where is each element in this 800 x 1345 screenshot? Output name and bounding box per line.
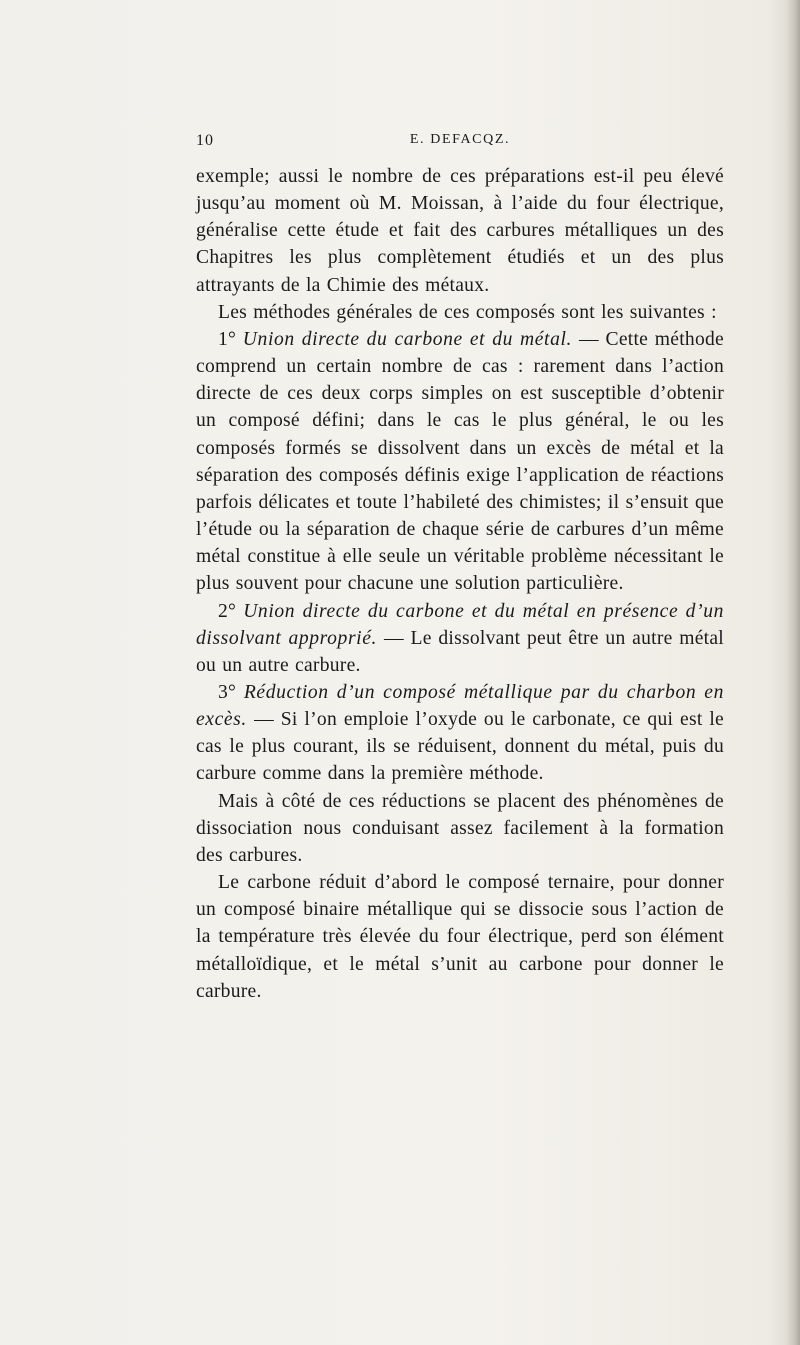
paragraph-6 [196,788,724,869]
method-heading: Union directe du carbone et du métal en présence d’un dissolvant approprié. [196,600,724,649]
paragraph-2 [196,299,724,326]
paragraph-text: Mais à côté de ces réductions se placent des phénomènes de dissociation nous conduisant assez facilement à la formation des carbures. [196,790,724,866]
method-2-paragraph [196,598,724,679]
method-1-paragraph [196,326,724,598]
method-number: 3° [218,681,244,703]
paragraph-text: — Si l’on emploie l’oxyde ou le carbonate, ce qui est le cas le plus courant, ils se réduisent, donnent du métal, puis du carbure comme dans la première méthode. [196,709,724,785]
running-head [196,132,724,154]
paragraph-text: — Le dissolvant peut être un autre métal ou un autre carbure. [196,627,724,676]
paragraph-text: Les méthodes générales de ces composés sont les suivantes : [218,301,717,323]
method-number: 1° [218,328,243,350]
method-heading: Réduction d’un composé métallique par du charbon en excès. [196,681,725,731]
paragraph-1 [196,163,724,299]
method-3-paragraph [196,679,724,788]
paragraph-7 [196,869,724,1005]
paragraph-text: exemple; aussi le nombre de ces préparations est-il peu élevé jusqu’au moment où M. Moissan, à l’aide du four électrique, généralise cette étude et fait des carbures métalliques un des Chapitres les plus complètement étudiés et un des plus attrayants de la Chimie des métaux. [196,166,724,296]
running-title: E. DEFACQZ. [409,132,511,147]
page-number: 10 [196,132,214,149]
page-edge-shadow [786,0,800,1345]
method-number: 2° [218,600,244,622]
body-text [196,163,724,1005]
paragraph-text: — Cette méthode comprend un certain nombre de cas : rarement dans l’action directe de ces deux corps simples on est susceptible d’obtenir un composé défini; dans le cas le plus général, le ou les composés formés se dissolvent dans un excès de métal et la séparation des composés définis exige l’application de réactions parfois délicates et toute l’habileté des chimistes; il s’ensuit que l’étude ou la séparation de chaque série de carbures d’un même métal constitue à elle seule un véritable problème nécessitant le plus souvent pour chacune une solution particulière. [196,328,724,595]
method-heading: Union directe du carbone et du métal. [242,328,580,350]
paragraph-text: Le carbone réduit d’abord le composé ternaire, pour donner un composé binaire métallique qui se dissocie sous l’action de la température très élevée du four électrique, perd son élément métalloïdique, et le métal s’unit au carbone pour donner le carbure. [196,872,724,1002]
